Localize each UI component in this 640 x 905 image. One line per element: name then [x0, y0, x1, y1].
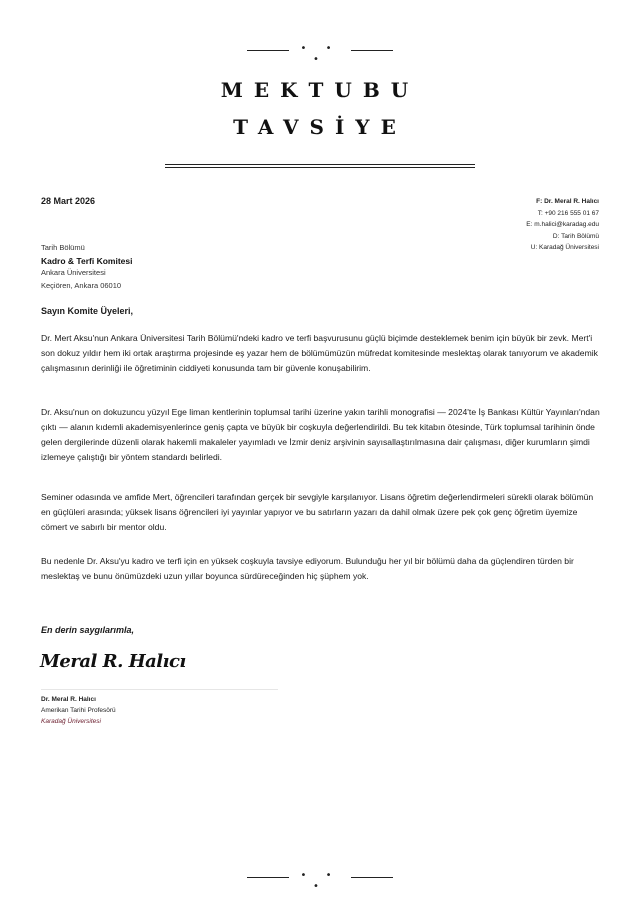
closing: En derin saygılarımla,	[41, 625, 135, 635]
sender-name: F: Dr. Meral R. Halıcı	[536, 198, 599, 205]
ornament-line-left	[247, 50, 289, 51]
signature: Meral R. Halıcı	[40, 651, 186, 672]
page-title-line1: MEKTUBU	[220, 78, 420, 102]
body-paragraph-1: Dr. Mert Aksu'nun Ankara Üniversitesi Tarih Bölümü'ndeki kadro ve terfi başvurusunu güçlü biçimde desteklemek benim için büyük bir zevk. Mert'i son dokuz yıldır hem iki ortak araştırma projesinde eş yazar hem de bölümümüzün müfredat komitesinde meslektaş olarak tanıyorum ve akademik çalışmasının derinliği ile öğretiminin ciddiyeti konusunda tam bir güvenle konuşabilirim.	[41, 333, 598, 373]
body-paragraph-3: Seminer odasında ve amfide Mert, öğrencileri tarafından gerçek bir sevgiyle karşılanıyor. Lisans öğretim değerlendirmeleri sürekli olarak bölümün en güçlüleri arasında; yüksek lisans öğrencileri iyi yayınlar yapıyor ve bu satırların yazarı da dahil olmak üzere pek çok genç öğretim üyemize cömert ve sabırlı bir mentor oldu.	[41, 492, 594, 532]
signature-rule	[41, 689, 278, 690]
page-title-line2: TAVSİYE	[233, 115, 407, 139]
body-paragraph-2: Dr. Aksu'nun on dokuzuncu yüzyıl Ege liman kentlerinin toplumsal tarihi üzerine yakın tarihli monografisi — 2024'te İş Bankası Kültür Yayınları'ndan çıktı — alanın kıdemli akademisyenlerince geniş çapta ve büyük bir coşkuyla değerlendirildi. Bu tek kitabın ötesinde, Türk toplumsal tarihinin önde gelen dergilerinde düzenli olarak hakemli makaleler yayımladı ve İzmir deniz arşivinin sayısallaştırılmasına dair çalışması, diğer kurumların şimdi izlemeye çalıştığı bir yöntem standardı belirledi.	[41, 407, 600, 462]
body-paragraph-4: Bu nedenle Dr. Aksu'yu kadro ve terfi için en yüksek coşkuyla tavsiye ediyorum. Bulunduğu her yıl bir bölümü daha da güçlendiren türden bir meslektaş ve bunu önümüzdeki uzun yıllar boyunca sürdüreceğinden hiç şüphem yok.	[41, 556, 574, 581]
recipient-committee: Kadro & Terfi Komitesi	[41, 255, 133, 266]
signer-name: Dr. Meral R. Halıcı	[41, 696, 96, 703]
sender-block	[526, 196, 599, 254]
ornament-dots: • • •	[300, 43, 340, 65]
sender-email: E: m.halici@karadag.edu	[526, 221, 599, 228]
ornament-line-left	[247, 877, 289, 878]
signer-block	[41, 694, 116, 727]
title-rule-top	[165, 164, 475, 165]
ornament-line-right	[351, 50, 393, 51]
letter-date: 28 Mart 2026	[41, 196, 96, 206]
sender-department: D: Tarih Bölümü	[552, 232, 599, 240]
sender-university: U: Karadağ Üniversitesi	[530, 244, 599, 251]
top-ornament	[0, 43, 640, 65]
recipient-department: Tarih Bölümü	[41, 243, 85, 252]
signer-university: Karadağ Üniversitesi	[41, 718, 101, 725]
signer-title: Amerikan Tarihi Profesörü	[41, 707, 116, 714]
bottom-ornament	[0, 870, 640, 892]
recipient-block	[41, 242, 132, 292]
ornament-dots: • • •	[300, 870, 340, 892]
ornament-line-right	[351, 877, 393, 878]
recipient-university: Ankara Üniversitesi	[41, 268, 106, 277]
title-rule-bottom	[165, 167, 475, 168]
sender-phone: T: +90 216 555 01 67	[537, 209, 599, 217]
salutation: Sayın Komite Üyeleri,	[41, 306, 134, 316]
recipient-address: Keçiören, Ankara 06010	[41, 280, 122, 290]
